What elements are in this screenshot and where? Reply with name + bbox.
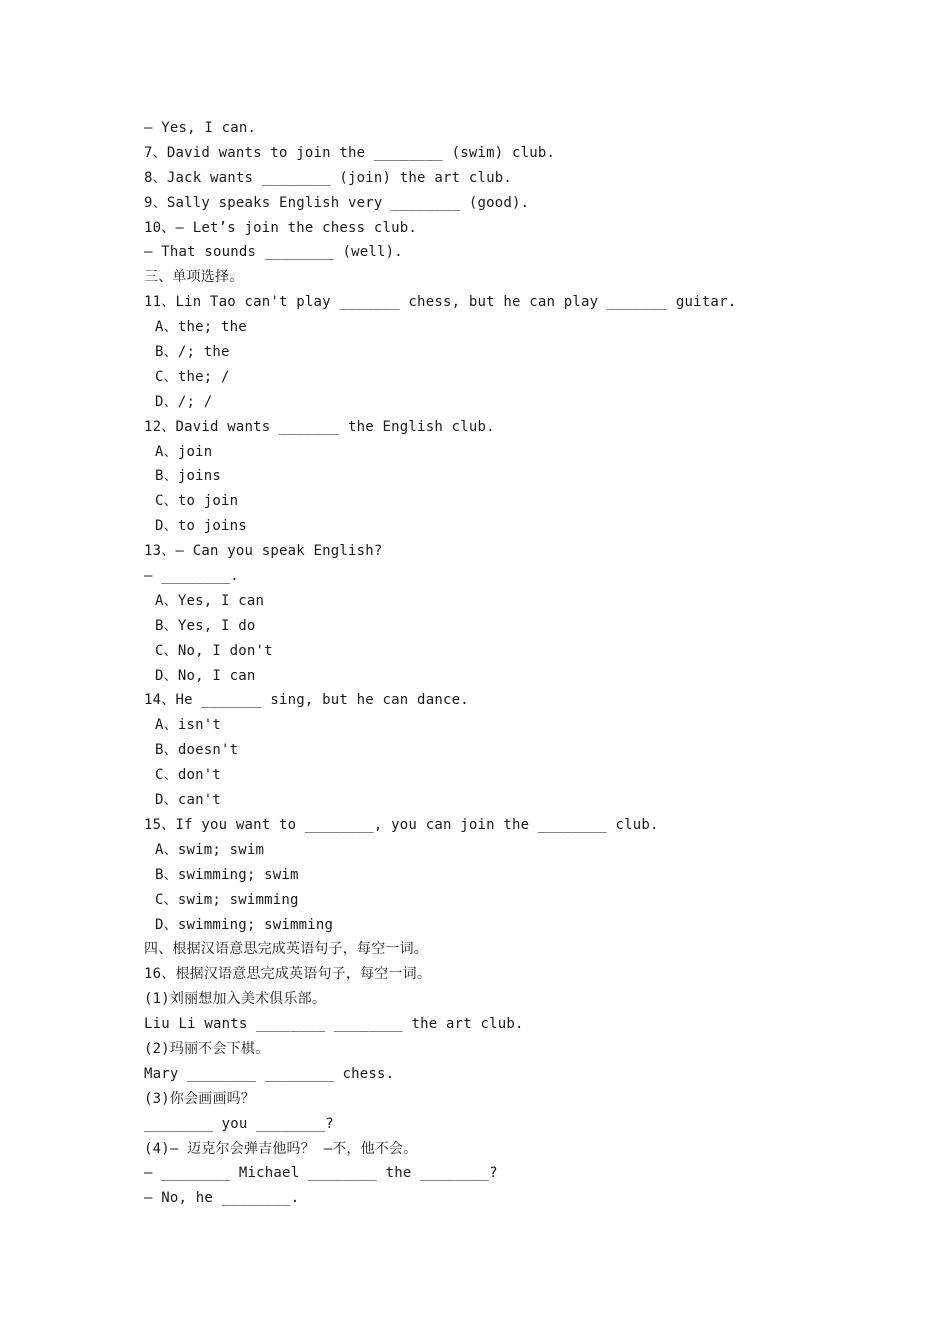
worksheet-line: 7、David wants to join the ________ (swim) club.: [144, 144, 556, 161]
worksheet-line: 13、— Can you speak English?: [144, 543, 383, 560]
answer-option: C、don't: [155, 767, 221, 784]
worksheet-line: (4)— 迈克尔会弹吉他吗？ —不，他不会。: [144, 1140, 418, 1157]
worksheet-line: (1)刘丽想加入美术俱乐部。: [144, 991, 327, 1008]
answer-option: D、to joins: [155, 518, 247, 535]
worksheet-line: Liu Li wants ________ ________ the art club.: [144, 1016, 524, 1033]
answer-option: C、the; /: [155, 368, 230, 385]
worksheet-page: [144, 116, 864, 1211]
worksheet-line: — ________ Michael ________ the ________?: [144, 1165, 498, 1182]
answer-option: B、/; the: [155, 344, 230, 361]
worksheet-line: (2)玛丽不会下棋。: [144, 1040, 270, 1057]
worksheet-line: — Yes, I can.: [144, 120, 257, 136]
answer-option: A、swim; swim: [155, 841, 265, 858]
worksheet-line: (3)你会画画吗？: [144, 1090, 256, 1107]
worksheet-line: — No, he ________.: [144, 1190, 300, 1207]
answer-option: B、joins: [155, 468, 221, 485]
worksheet-line: 三、单项选择。: [144, 269, 244, 286]
worksheet-line: 9、Sally speaks English very ________ (good).: [144, 194, 530, 211]
answer-option: D、No, I can: [155, 667, 256, 684]
answer-option: C、to join: [155, 493, 239, 510]
worksheet-line: 14、He _______ sing, but he can dance.: [144, 692, 469, 709]
answer-option: A、join: [155, 443, 213, 460]
answer-option: A、the; the: [155, 319, 247, 336]
worksheet-line: 12、David wants _______ the English club.: [144, 418, 495, 435]
worksheet-line: 16、根据汉语意思完成英语句子，每空一词。: [144, 966, 432, 983]
worksheet-line: — ________.: [144, 568, 239, 585]
worksheet-line: 8、Jack wants ________ (join) the art club.: [144, 169, 512, 186]
answer-option: B、swimming; swim: [155, 866, 299, 883]
answer-option: D、swimming; swimming: [155, 916, 334, 933]
worksheet-line: 四、根据汉语意思完成英语句子，每空一词。: [144, 941, 428, 958]
answer-option: B、doesn't: [155, 742, 239, 759]
worksheet-line: 15、If you want to ________, you can join the ________ club.: [144, 816, 659, 833]
answer-option: A、Yes, I can: [155, 592, 265, 609]
answer-option: C、swim; swimming: [155, 891, 299, 908]
answer-option: C、No, I don't: [155, 642, 273, 659]
answer-option: D、/; /: [155, 393, 213, 410]
worksheet-line: Mary ________ ________ chess.: [144, 1065, 395, 1082]
answer-option: B、Yes, I do: [155, 617, 256, 634]
worksheet-line: 11、Lin Tao can't play _______ chess, but he can play _______ guitar.: [144, 294, 737, 311]
answer-option: A、isn't: [155, 717, 221, 734]
answer-option: D、can't: [155, 792, 221, 809]
worksheet-line: — That sounds ________ (well).: [144, 244, 403, 261]
worksheet-line: ________ you ________?: [144, 1115, 334, 1132]
worksheet-line: 10、— Let’s join the chess club.: [144, 219, 418, 236]
